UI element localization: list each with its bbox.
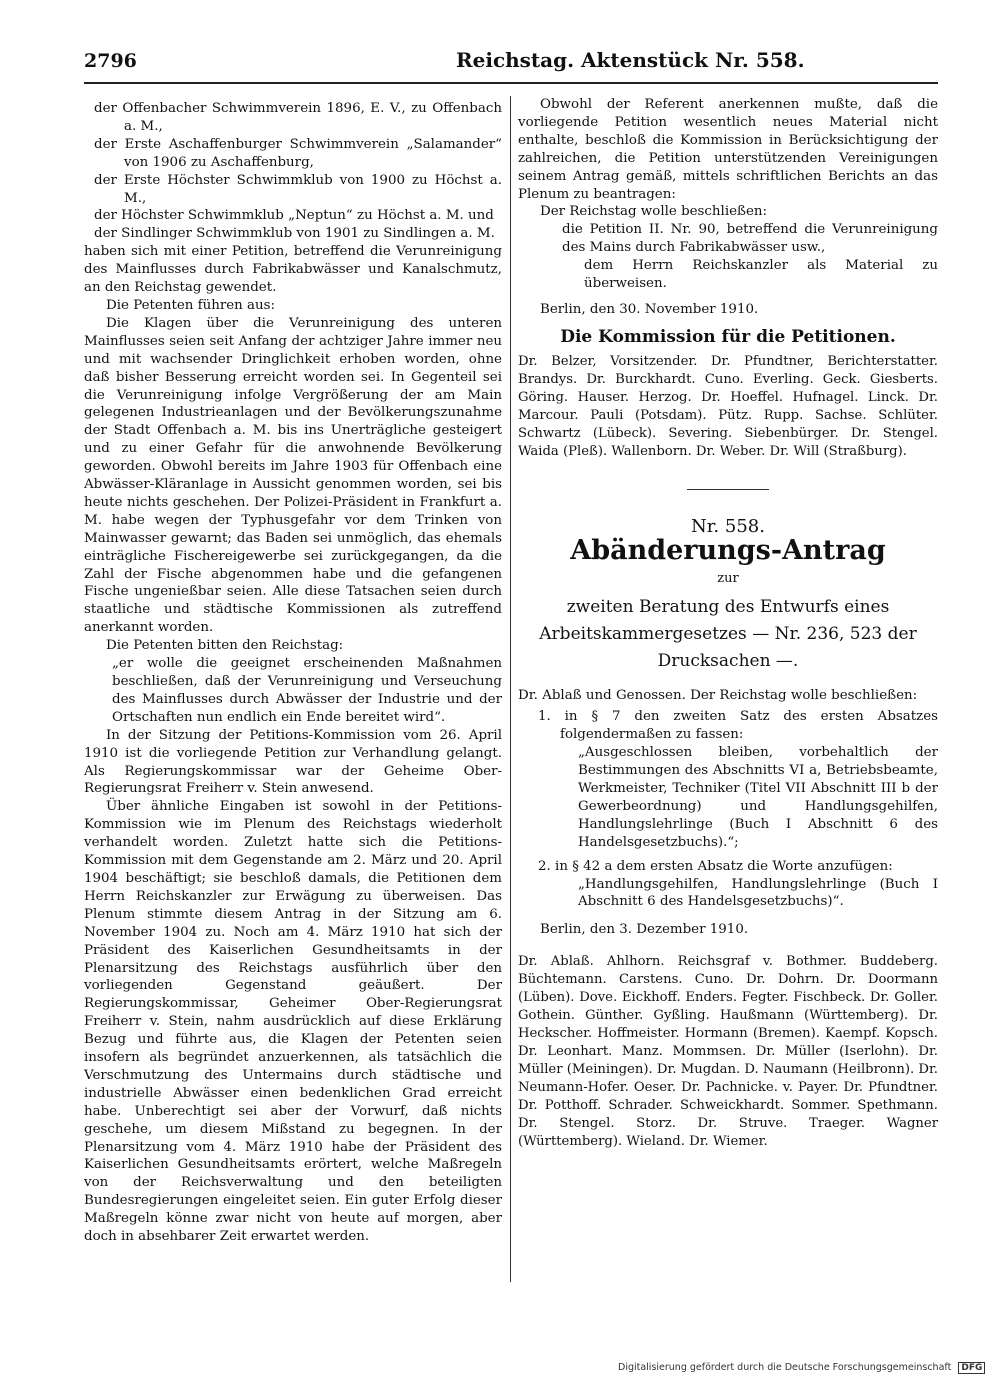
resolution-text: dem Herrn Reichskanzler als Material zu überweisen. — [584, 258, 938, 292]
motion-item: 1. in § 7 den zweiten Satz des ersten Absatzes folgendermaßen zu fassen: — [538, 709, 938, 743]
club-item: der Offenbacher Schwimmverein 1896, E. V., zu Offenbach a. M., — [94, 101, 502, 134]
paragraph: Die Petenten bitten den Reichstag: — [106, 638, 344, 654]
page-number: 2796 — [84, 50, 137, 72]
paragraph: Die Klagen über die Verunreinigung des unteren Mainflusses seien seit Anfang der achtziger Jahre immer neu und mit wachsender Dringlichkeit erhoben worden, ohne daß bisher Besserung erreicht worden sei. In Gegenteil sei die Verunreinigung infolge Vergrößerung der am Main gelegenen Industrieanlagen und der Bevölkerungszunahme der Stadt Offenbach a. M. bis ins Unerträgliche gesteigert und zu einer Gefahr für die anwohnende Bevölkerung geworden. Obwohl bereits im Jahre 1903 für Offenbach eine Abwässer-Kläranlage in Aussicht genommen worden, sei bis heute nichts geschehen. Der Polizei-Präsident in Frankfurt a. M. habe wegen der Typhusgefahr vor dem Trinken von Mainwasser gewarnt; das Baden sei unmöglich, das ehemals einträgliche Fischereigewerbe sei zurückgegangen, da die Zahl der Fische abgenommen habe und die gefangenen Fische ungenießbar seien. Alle diese Tatsachen seien durch staatliche und städtische Kommissionen als zutreffend anerkannt worden. — [84, 315, 502, 636]
right-column — [518, 96, 938, 1151]
document-number: Nr. 558. — [691, 515, 765, 537]
dfg-logo: DFG — [958, 1362, 985, 1374]
page-header — [84, 42, 938, 84]
club-item: der Sindlinger Schwimmklub von 1901 zu Sindlingen a. M. — [94, 226, 495, 242]
motion-quote: „Handlungsgehilfen, Handlungslehrlinge (Buch I Abschnitt 6 des Handelsgesetzbuchs)“. — [578, 876, 938, 910]
resolution-text: die Petition II. Nr. 90, betreffend die Verunreinigung des Mains durch Fabrikabwässer usw., — [562, 222, 938, 256]
left-column — [84, 100, 502, 1246]
footer-credit — [618, 1362, 985, 1374]
commission-members: Dr. Belzer, Vorsitzender. Dr. Pfundtner, Berichterstatter. Brandys. Dr. Burckhardt. Cuno. Everling. Geck. Giesberts. Göring. Hauser. Herzog. Dr. Hoeffel. Hufnagel. Linck. Dr. Marcour. Pauli (Potsdam). Pütz. Rupp. Sachse. Schlüter. Schwartz (Lübeck). Severing. Siebenbürger. Dr. Stengel. Waida (Pleß). Wallenborn. Dr. Weber. Dr. Will (Straßburg). — [518, 353, 938, 459]
commission-title: Die Kommission für die Petitionen. — [560, 326, 896, 347]
petition-quote: „er wolle die geeignet erscheinenden Maßnahmen beschließen, daß der Verunreinigung und Verseuchung des Mainflusses durch Abwässer der Industrie und der Ortschaften nun endlich ein Ende bereitet wird“. — [112, 656, 502, 725]
date-line: Berlin, den 30. November 1910. — [540, 301, 759, 317]
document-title: Abänderungs-Antrag — [570, 534, 886, 566]
document-subtitle: zweiten Beratung des Entwurfs eines Arbeitskammergesetzes — Nr. 236, 523 der Drucksachen —. — [539, 596, 917, 671]
motion-intro: Dr. Ablaß und Genossen. Der Reichstag wolle beschließen: — [518, 687, 918, 703]
column-divider — [510, 96, 511, 1282]
title-connector: zur — [717, 570, 739, 586]
club-item: der Höchster Schwimmklub „Neptun“ zu Höchst a. M. und — [94, 208, 494, 224]
paragraph: Der Reichstag wolle beschließen: — [540, 204, 768, 220]
paragraph: Obwohl der Referent anerkennen mußte, daß die vorliegende Petition wesentlich neues Material nicht enthalte, beschloß die Kommission in Berücksichtigung der zahlreichen, die Petition unterstützenden Vereinigungen seinem Antrag gemäß, mittels schriftlichen Berichts an das Plenum zu beantragen: — [518, 97, 938, 202]
separator — [687, 489, 769, 490]
club-item: der Erste Höchster Schwimmklub von 1900 zu Höchst a. M., — [94, 172, 502, 206]
footer-text: Digitalisierung gefördert durch die Deutsche Forschungsgemeinschaft — [618, 1362, 952, 1373]
paragraph: Über ähnliche Eingaben ist sowohl in der Petitions-Kommission wie im Plenum des Reichstags wiederholt verhandelt worden. Zuletzt hatte sich die Petitions-Kommission mit dem Gegenstande am 2. März und 20. April 1904 beschäftigt; sie beschloß damals, die Petitionen dem Herrn Reichskanzler zur Erwägung zu überweisen. Das Plenum stimmte diesem Antrag in der Sitzung am 6. November 1904 zu. Noch am 4. März 1910 hat sich der Präsident des Kaiserlichen Gesundheitsamts in der Plenarsitzung des Reichstags ausführlich über den vorliegenden Gegenstand geäußert. Der Regierungskommissar, Geheimer Ober-Regierungsrat Freiherr v. Stein, nahm ausdrücklich auf diese Erklärung Bezug und führte aus, die Klagen der Petenten seien insofern als begründet anzuerkennen, als tatsächlich die Verschmutzung des Untermains durch städtische und industrielle Abwässer einen bedenklichen Grad erreicht habe. Unberechtigt sei aber der Vorwurf, daß nichts geschehe, um diesem Mißstand zu begegnen. In der Plenarsitzung vom 4. März 1910 habe der Präsident des Kaiserlichen Gesundheitsamts erörtert, welche Maßregeln von der Reichsverwaltung und den beteiligten Bundesregierungen eingeleitet seien. Ein guter Erfolg dieser Maßregeln könne zwar nicht von heute auf morgen, aber doch in absehbarer Zeit erwartet werden. — [84, 799, 502, 1245]
paragraph: haben sich mit einer Petition, betreffend die Verunreinigung des Mainflusses durch Fabrikabwässer und Kanalschmutz, an den Reichstag gewendet. — [84, 244, 502, 296]
motion-quote: „Ausgeschlossen bleiben, vorbehaltlich der Bestimmungen des Abschnitts VI a, Betriebsbeamte, Werkmeister, Techniker (Titel VII Abschnitt III b der Gewerbeordnung) und Handlungsgehilfen, Handlungslehrlinge (Buch I Abschnitt 6 des Handelsgesetzbuchs).“; — [578, 745, 938, 850]
paragraph: Die Petenten führen aus: — [106, 297, 276, 313]
club-item: der Erste Aschaffenburger Schwimmverein „Salamander“ von 1906 zu Aschaffenburg, — [94, 136, 502, 170]
signatories: Dr. Ablaß. Ahlhorn. Reichsgraf v. Bothmer. Buddeberg. Büchtemann. Carstens. Cuno. Dr. Dohrn. Dr. Doormann (Lüben). Dove. Eickhoff. Enders. Fegter. Fischbeck. Dr. Goller. Gothein. Günther. Gyßling. Haußmann (Württemberg). Dr. Heckscher. Hoffmeister. Hormann (Bremen). Kaempf. Kopsch. Dr. Leonhart. Manz. Mommsen. Dr. Müller (Iserlohn). Dr. Müller (Meiningen). Dr. Mugdan. D. Naumann (Heilbronn). Dr. Neumann-Hofer. Oeser. Dr. Pachnicke. v. Payer. Dr. Pfundtner. Dr. Potthoff. Schrader. Schweickhardt. Sommer. Spethmann. Dr. Stengel. Storz. Dr. Struve. Traeger. Wagner (Württemberg). Wieland. Dr. Wiemer. — [518, 954, 938, 1150]
paragraph: In der Sitzung der Petitions-Kommission vom 26. April 1910 ist die vorliegende Petition zur Verhandlung gelangt. Als Regierungskommissar war der Geheime Ober-Regierungsrat Freiherr v. Stein anwesend. — [84, 727, 502, 797]
date-line: Berlin, den 3. Dezember 1910. — [540, 922, 749, 938]
running-head: Reichstag. Aktenstück Nr. 558. — [456, 48, 805, 72]
motion-item: 2. in § 42 a dem ersten Absatz die Worte anzufügen: — [538, 858, 893, 874]
